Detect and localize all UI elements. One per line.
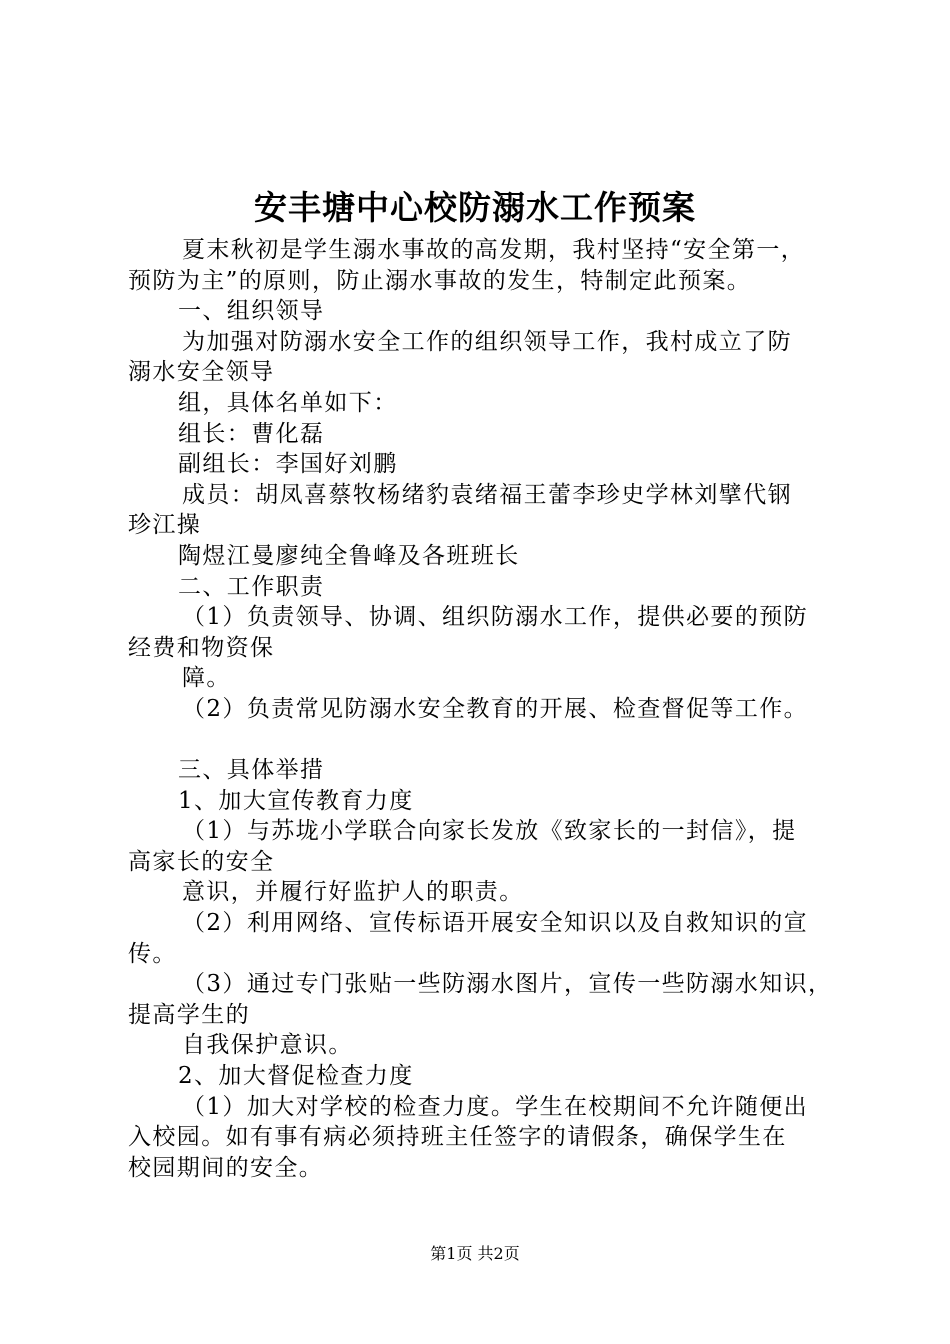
paragraph-line: 夏末秋初是学生溺水事故的高发期，我村坚持“安全第一， [182, 237, 806, 263]
document-title: 安丰塘中心校防溺水工作预案 [254, 188, 696, 227]
blank-line [128, 725, 840, 756]
paragraph-line: 溺水安全领导 [128, 359, 275, 386]
paragraph-line: 自我保护意识。 [182, 1032, 353, 1059]
paragraph-line: 组，具体名单如下： [178, 389, 398, 416]
members-line: 成员：胡凤喜蔡牧杨绪豹袁绪福王蕾李珍史学林刘擘代钢 [182, 481, 792, 508]
group-leader-line: 组长：曹化磊 [178, 420, 325, 447]
paragraph-line: 传。 [128, 940, 177, 967]
deputy-leader-line: 副组长：李国好刘鹏 [178, 451, 398, 478]
document-body [128, 235, 840, 1183]
section-heading: 三、具体举措 [178, 757, 325, 784]
paragraph-line: 校园期间的安全。 [128, 1154, 324, 1181]
paragraph-line: 障。 [182, 665, 231, 692]
paragraph-line: 高家长的安全 [128, 848, 275, 875]
subsection-heading: 1、加大宣传教育力度 [178, 787, 414, 814]
paragraph-line: （3）通过专门张贴一些防溺水图片，宣传一些防溺水知识， [182, 971, 833, 998]
paragraph-line: 意识，并履行好监护人的职责。 [182, 879, 524, 906]
paragraph-line: 经费和物资保 [128, 634, 275, 661]
members-line: 陶煜江曼廖纯全鲁峰及各班班长 [178, 542, 520, 569]
paragraph-line: 入校园。如有事有病必须持班主任签字的请假条，确保学生在 [128, 1124, 787, 1151]
section-heading: 二、工作职责 [178, 573, 325, 600]
paragraph-line: （1）加大对学校的检查力度。学生在校期间不允许随便出 [182, 1093, 809, 1120]
section-heading: 一、组织领导 [178, 298, 325, 325]
page-number-footer: 第1页 共2页 [430, 1244, 520, 1263]
paragraph-line: （2）利用网络、宣传标语开展安全知识以及自救知识的宣 [182, 910, 809, 937]
members-line: 珍江操 [128, 512, 202, 539]
subsection-heading: 2、加大督促检查力度 [178, 1063, 414, 1090]
paragraph-line: 提高学生的 [128, 1001, 250, 1028]
paragraph-line: 预防为主”的原则，防止溺水事故的发生，特制定此预案。 [128, 267, 752, 294]
paragraph-line: （1）负责领导、协调、组织防溺水工作，提供必要的预防 [182, 604, 809, 631]
paragraph-line: 为加强对防溺水安全工作的组织领导工作，我村成立了防 [182, 328, 792, 355]
paragraph-line: （2）负责常见防溺水安全教育的开展、检查督促等工作。 [182, 695, 809, 722]
paragraph-line: （1）与苏垅小学联合向家长发放《致家长的一封信》，提 [182, 818, 797, 845]
